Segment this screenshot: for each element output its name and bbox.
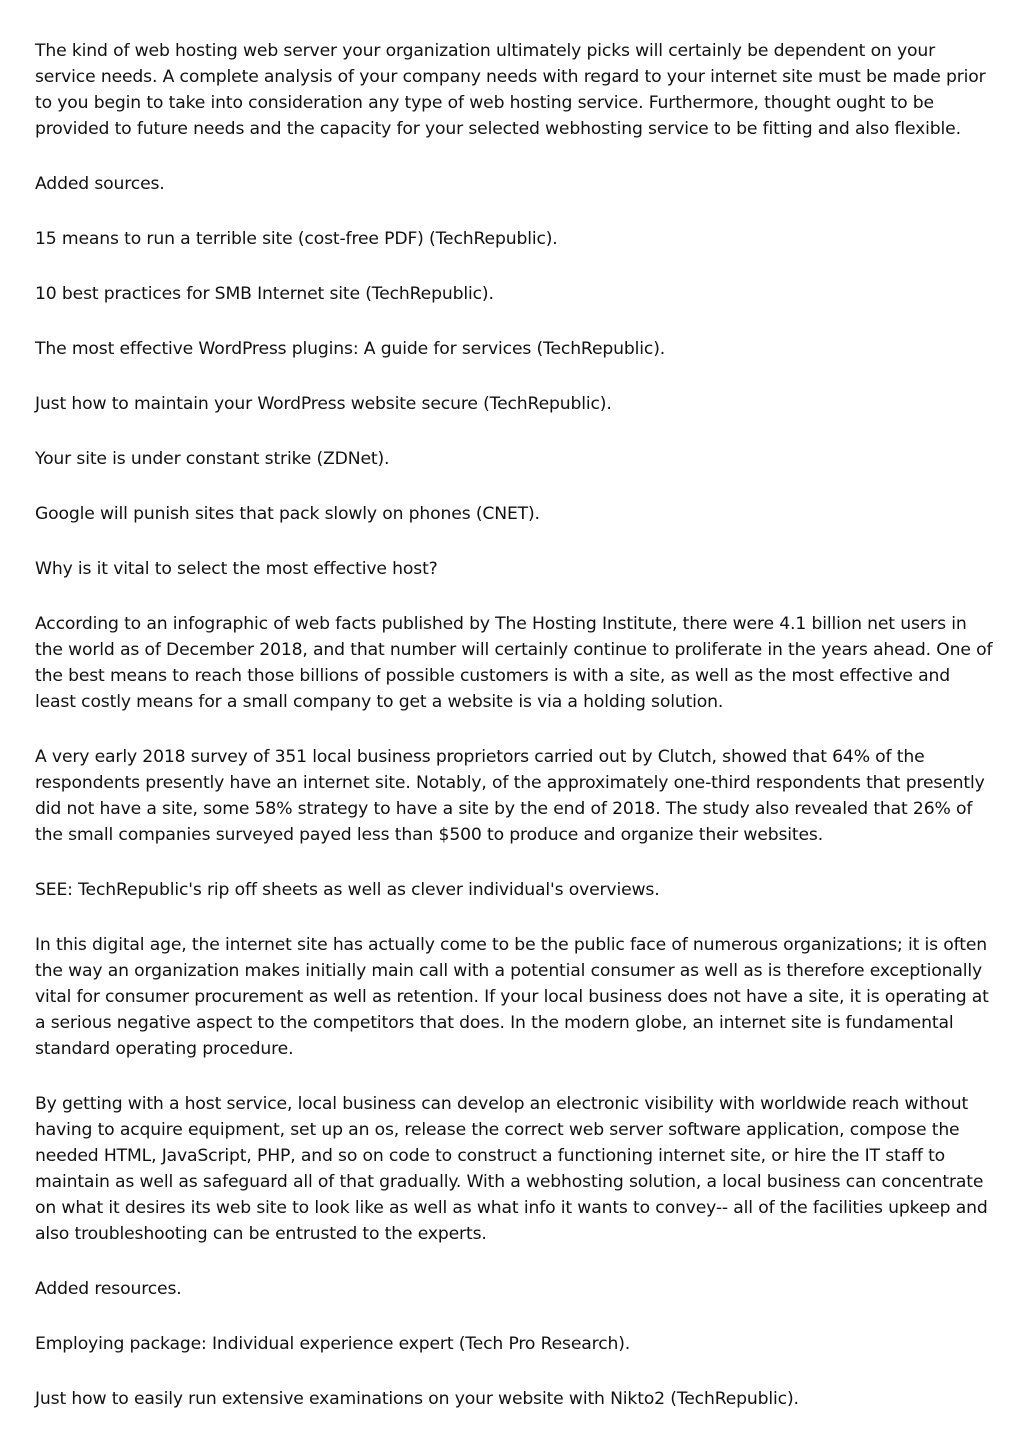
see-also-line: SEE: TechRepublic's rip off sheets as well as clever individual's overviews. <box>35 880 660 900</box>
source-item: 15 means to run a terrible site (cost-free PDF) (TechRepublic). <box>35 229 558 249</box>
source-item: Just how to maintain your WordPress website secure (TechRepublic). <box>35 394 612 414</box>
source-item: 10 best practices for SMB Internet site (TechRepublic). <box>35 284 494 304</box>
resource-item: Employing package: Individual experience expert (Tech Pro Research). <box>35 1334 631 1354</box>
resources-heading: Added resources. <box>35 1279 182 1299</box>
body-paragraph: By getting with a host service, local business can develop an electronic visibility with worldwide reach without having to acquire equipment, set up an os, release the correct web server software application, compose the needed HTML, JavaScript, PHP, and so on code to construct a functioning internet site, or hire the IT staff to maintain as well as safeguard all of that gradually. With a webhosting solution, a local business can concentrate on what it desires its web site to look like as well as what info it wants to convey-- all of the facilities upkeep and also troubleshooting can be entrusted to the experts. <box>35 1094 988 1244</box>
sources-heading: Added sources. <box>35 174 165 194</box>
body-paragraph: In this digital age, the internet site has actually come to be the public face of numerous organizations; it is often the way an organization makes initially main call with a potential consumer as well as is therefore exceptionally vital for consumer procurement as well as retention. If your local business does not have a site, it is operating at a serious negative aspect to the competitors that does. In the modern globe, an internet site is fundamental standard operating procedure. <box>35 935 989 1059</box>
source-item: The most effective WordPress plugins: A guide for services (TechRepublic). <box>35 339 666 359</box>
source-item: Google will punish sites that pack slowly on phones (CNET). <box>35 504 540 524</box>
body-paragraph: A very early 2018 survey of 351 local business proprietors carried out by Clutch, showed that 64% of the respondents presently have an internet site. Notably, of the approximately one-third respondents that presently did not have a site, some 58% strategy to have a site by the end of 2018. The study also revealed that 26% of the small companies surveyed payed less than $500 to produce and organize their websites. <box>35 747 985 845</box>
document-body <box>35 38 995 1441</box>
intro-paragraph: The kind of web hosting web server your organization ultimately picks will certainly be dependent on your service needs. A complete analysis of your company needs with regard to your internet site must be made prior to you begin to take into consideration any type of web hosting service. Furthermore, thought ought to be provided to future needs and the capacity for your selected webhosting service to be fitting and also flexible. <box>35 41 986 139</box>
source-item: Your site is under constant strike (ZDNet). <box>35 449 390 469</box>
section-question: Why is it vital to select the most effective host? <box>35 559 438 579</box>
body-paragraph: According to an infographic of web facts published by The Hosting Institute, there were 4.1 billion net users in the world as of December 2018, and that number will certainly continue to proliferate in the years ahead. One of the best means to reach those billions of possible customers is with a site, as well as the most effective and least costly means for a small company to get a website is via a holding solution. <box>35 614 993 712</box>
resource-item: Just how to easily run extensive examinations on your website with Nikto2 (TechRepublic). <box>35 1389 799 1409</box>
